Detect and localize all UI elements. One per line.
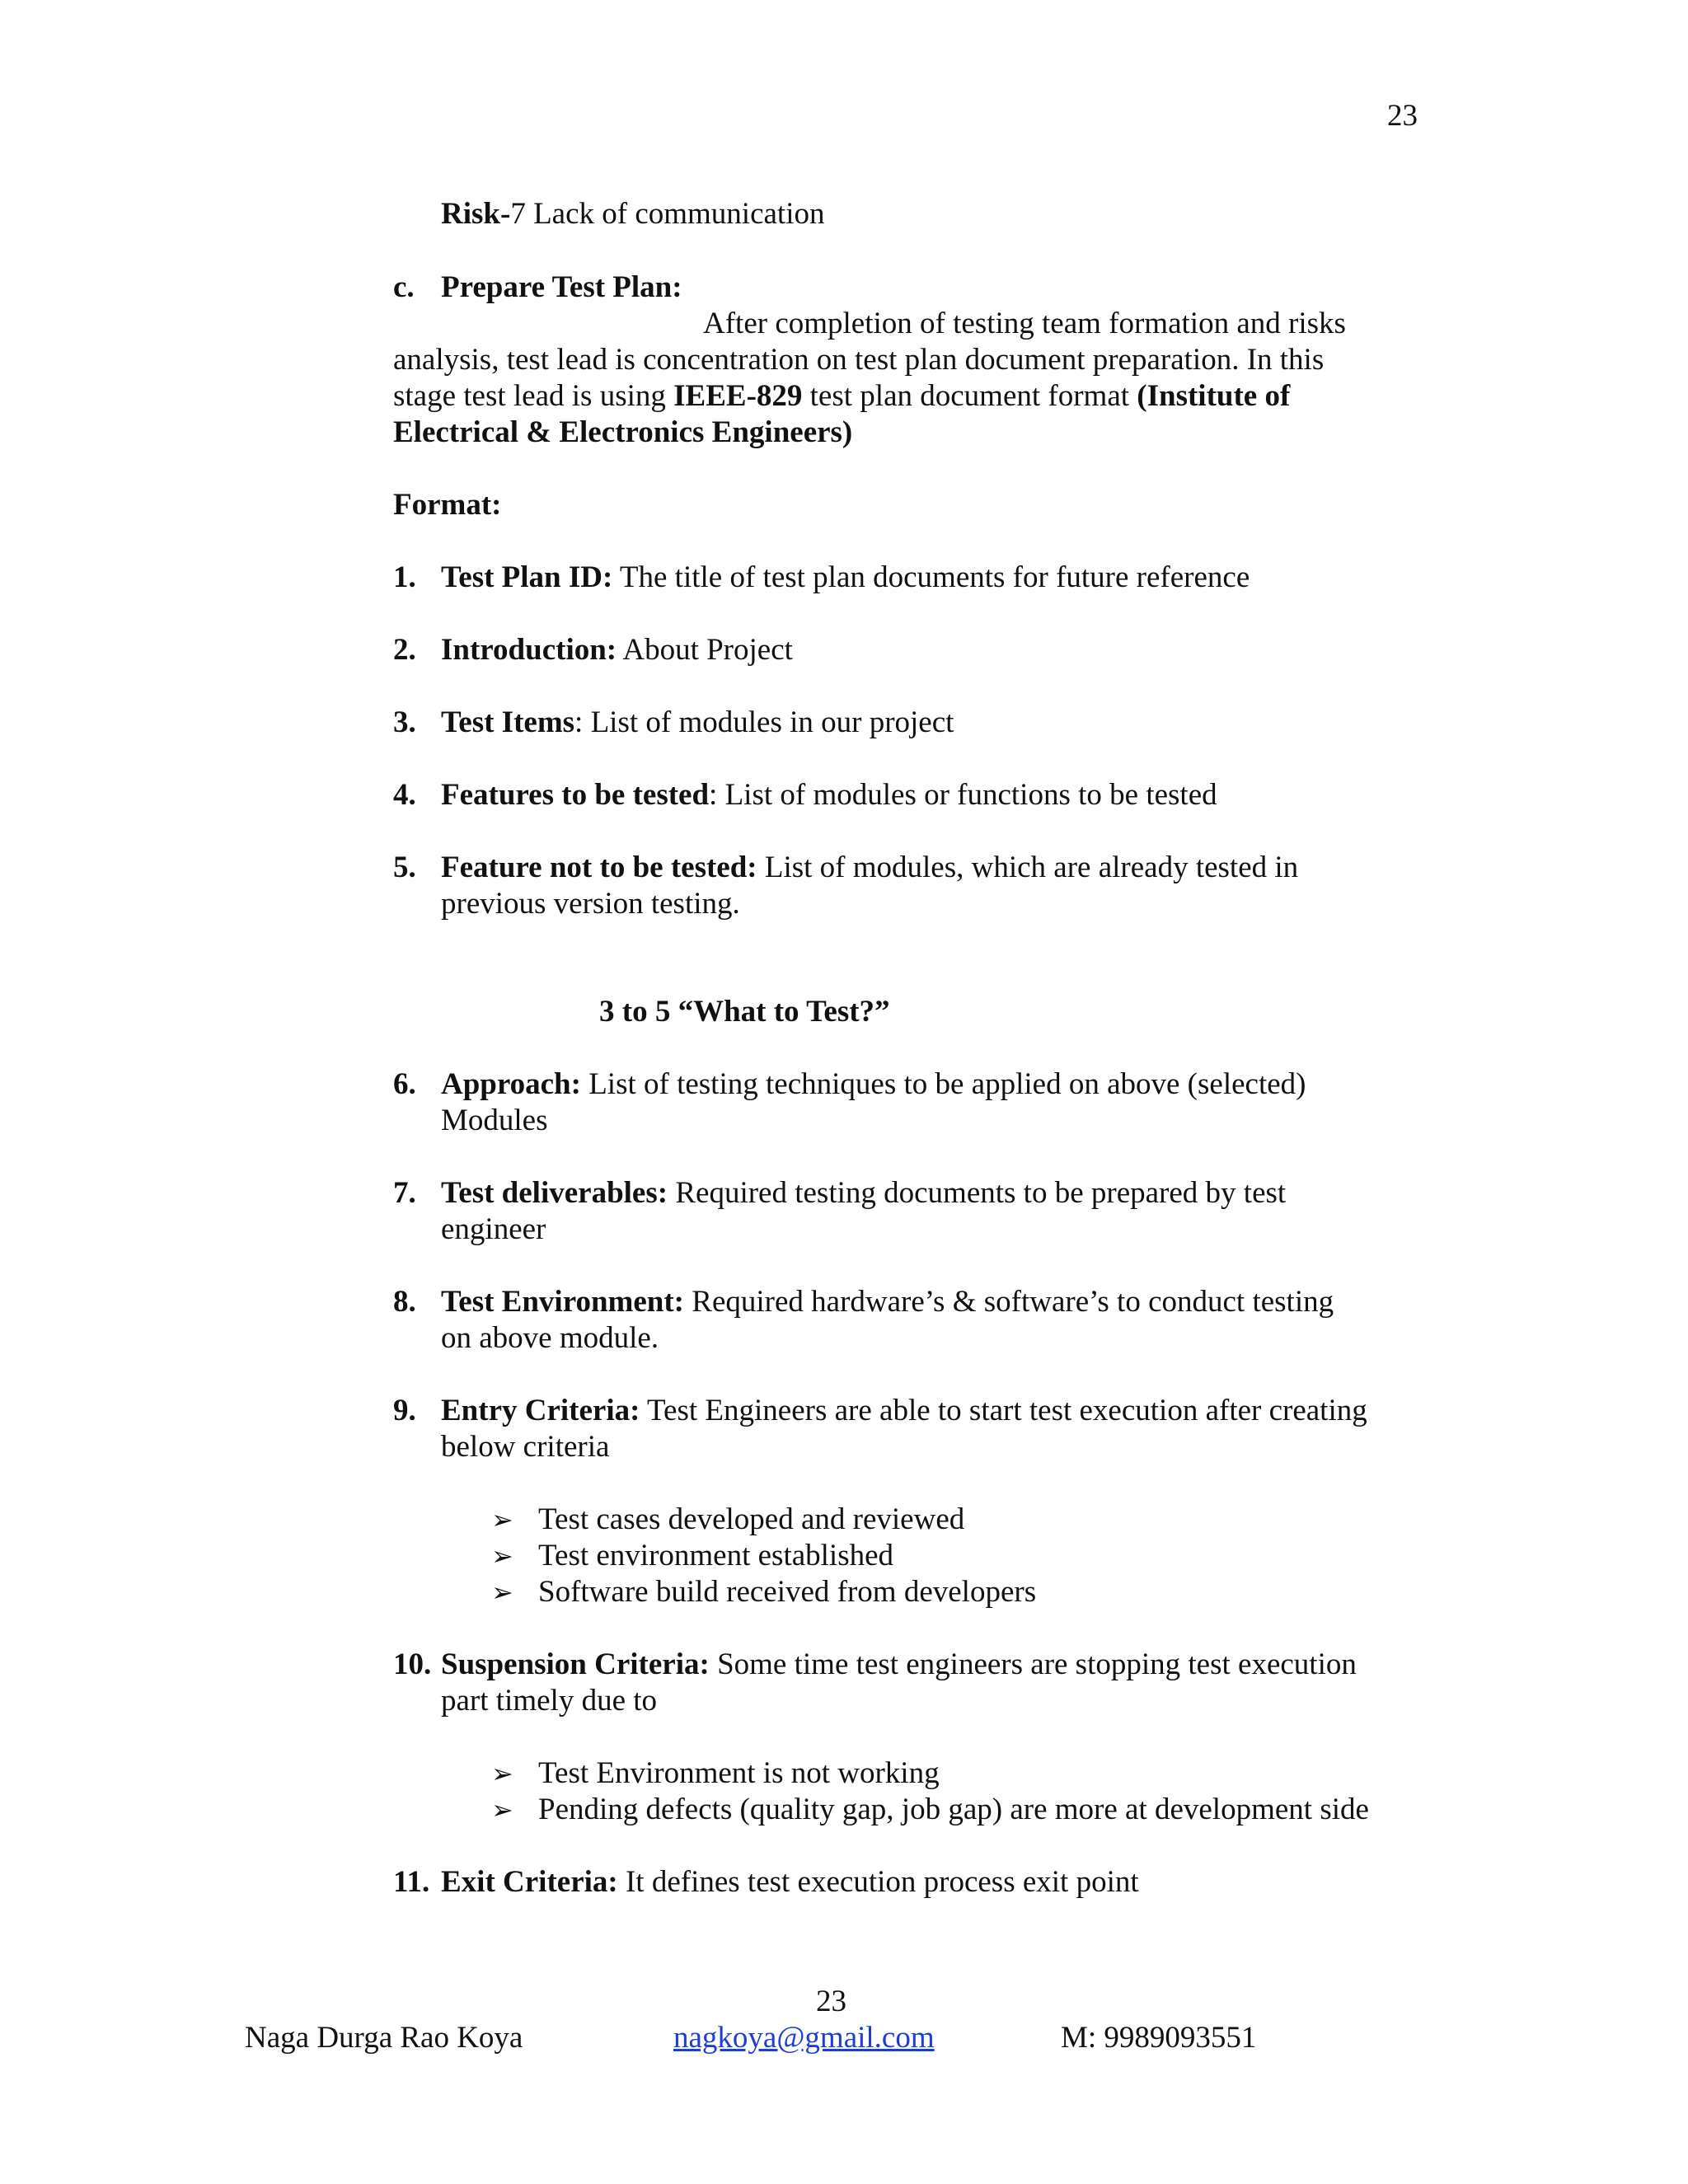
item-11: [441, 1864, 1139, 1900]
item-4-label: Features to be tested: [441, 778, 710, 812]
item-7-text: Required testing documents to be prepared by test: [668, 1176, 1287, 1210]
item-9: [441, 1393, 1367, 1429]
item-1-text: The title of test plan documents for future reference: [612, 560, 1250, 594]
item-10: [441, 1647, 1357, 1683]
item-5: [441, 850, 1298, 886]
paragraph-line-2: analysis, test lead is concentration on test plan document preparation. In this: [393, 343, 1325, 377]
item-5-text: List of modules, which are already tested in: [757, 851, 1299, 884]
item-6-continuation: Modules: [441, 1104, 548, 1137]
ieee-829: IEEE-829: [673, 379, 803, 413]
item-8-number: 8.: [393, 1285, 416, 1319]
paragraph-line-3-a: stage test lead is using: [393, 379, 674, 413]
item-2-number: 2.: [393, 633, 416, 667]
item-7-continuation: engineer: [441, 1212, 546, 1246]
item-2-text: About Project: [617, 633, 793, 667]
section-c-heading: Prepare Test Plan:: [441, 270, 682, 304]
page-number-bottom: 23: [816, 1985, 846, 2018]
item-10-continuation: part timely due to: [441, 1684, 658, 1718]
item-5-label: Feature not to be tested:: [441, 851, 757, 884]
item-6-number: 6.: [393, 1067, 416, 1101]
bullet-arrow-icon: ➢: [491, 1541, 513, 1571]
footer-author: Naga Durga Rao Koya: [245, 2021, 523, 2055]
item-7-number: 7.: [393, 1176, 416, 1210]
item-2-label: Introduction:: [441, 633, 617, 667]
item-7-label: Test deliverables:: [441, 1176, 668, 1210]
suspension-bullet-2: Pending defects (quality gap, job gap) are more at development side: [538, 1793, 1369, 1826]
paragraph-line-3: [393, 378, 1290, 415]
item-4-number: 4.: [393, 778, 416, 812]
item-1: [441, 560, 1250, 596]
item-3-label: Test Items: [441, 705, 575, 739]
item-8-continuation: on above module.: [441, 1321, 659, 1355]
paragraph-line-1: After completion of testing team formation and risks: [703, 307, 1346, 340]
item-2: [441, 632, 793, 668]
format-heading: Format:: [393, 488, 502, 522]
item-9-continuation: below criteria: [441, 1430, 610, 1464]
what-to-test-heading: 3 to 5 “What to Test?”: [599, 995, 890, 1029]
bullet-arrow-icon: ➢: [491, 1577, 513, 1607]
item-9-number: 9.: [393, 1394, 416, 1427]
item-1-number: 1.: [393, 560, 416, 594]
entry-bullet-3: Software build received from developers: [538, 1575, 1037, 1609]
footer-phone: M: 9989093551: [1061, 2021, 1257, 2055]
bullet-arrow-icon: ➢: [491, 1795, 513, 1825]
item-10-text: Some time test engineers are stopping test execution: [709, 1647, 1357, 1681]
suspension-bullet-1: Test Environment is not working: [538, 1756, 940, 1790]
item-6-text: List of testing techniques to be applied on above (selected): [580, 1067, 1306, 1101]
item-8-label: Test Environment:: [441, 1285, 685, 1319]
item-1-label: Test Plan ID:: [441, 560, 613, 594]
page-number-top: 23: [1387, 99, 1418, 133]
item-6: [441, 1066, 1306, 1103]
item-4-text: : List of modules or functions to be tested: [709, 778, 1217, 812]
item-3-number: 3.: [393, 705, 416, 739]
item-11-label: Exit Criteria:: [441, 1865, 618, 1899]
bullet-arrow-icon: ➢: [491, 1759, 513, 1788]
bullet-arrow-icon: ➢: [491, 1505, 513, 1535]
item-11-number: 11.: [393, 1865, 430, 1899]
risk-7-line: [441, 196, 825, 232]
item-9-label: Entry Criteria:: [441, 1394, 640, 1427]
item-3-text: : List of modules in our project: [574, 705, 954, 739]
item-6-label: Approach:: [441, 1067, 581, 1101]
risk-text: 7 Lack of communication: [510, 197, 825, 231]
entry-bullet-1: Test cases developed and reviewed: [538, 1502, 965, 1536]
item-8: [441, 1284, 1334, 1320]
risk-label: Risk-: [441, 197, 511, 231]
item-11-text: It defines test execution process exit point: [617, 1865, 1139, 1899]
item-10-label: Suspension Criteria:: [441, 1647, 710, 1681]
entry-bullet-2: Test environment established: [538, 1539, 894, 1572]
item-9-text: Test Engineers are able to start test execution after creating: [640, 1394, 1367, 1427]
item-5-continuation: previous version testing.: [441, 887, 740, 921]
item-3: [441, 705, 954, 741]
institute-of: (Institute of: [1137, 379, 1291, 413]
section-c-letter: c.: [393, 270, 415, 304]
footer-email-link[interactable]: nagkoya@gmail.com: [673, 2021, 935, 2055]
item-5-number: 5.: [393, 851, 416, 884]
paragraph-line-4: Electrical & Electronics Engineers): [393, 415, 853, 449]
item-8-text: Required hardware’s & software’s to conduct testing: [684, 1285, 1334, 1319]
item-10-number: 10.: [393, 1647, 432, 1681]
paragraph-line-3-c: test plan document format: [802, 379, 1137, 413]
item-4: [441, 777, 1217, 813]
item-7: [441, 1175, 1286, 1212]
